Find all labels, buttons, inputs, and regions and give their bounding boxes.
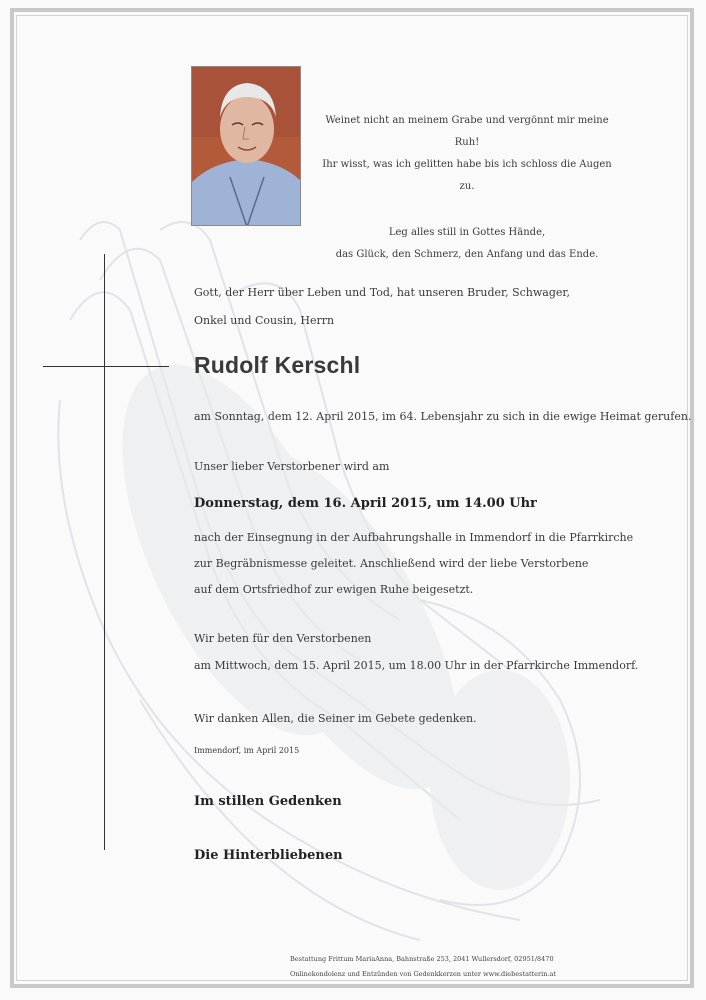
- thanks-line: Wir danken Allen, die Seiner im Gebete gedenken.: [194, 712, 477, 725]
- funeral-intro: Unser lieber Verstorbener wird am: [194, 460, 390, 473]
- footer-online-condolence: Onlinekondolenz und Entzünden von Gedenkkerzen unter www.diebestatterin.at: [290, 970, 556, 978]
- poem-line: Weinet nicht an meinem Grabe und vergönnt mir meine Ruh!: [325, 115, 609, 148]
- funeral-line-3: auf dem Ortsfriedhof zur ewigen Ruhe beigesetzt.: [194, 583, 474, 596]
- funeral-line-1: nach der Einsegnung in der Aufbahrungshalle in Immendorf in die Pfarrkirche: [194, 531, 634, 544]
- closing-in-memory: Im stillen Gedenken: [194, 794, 342, 809]
- closing-bereaved: Die Hinterbliebenen: [194, 848, 343, 863]
- intro-line-1: Gott, der Herr über Leben und Tod, hat unseren Bruder, Schwager,: [194, 286, 570, 299]
- funeral-date: Donnerstag, dem 16. April 2015, um 14.00 Uhr: [194, 496, 537, 511]
- cross-vertical-bar: [104, 254, 105, 850]
- funeral-line-2: zur Begräbnismesse geleitet. Anschließend wird der liebe Verstorbene: [194, 557, 589, 570]
- prayer-line-2: am Mittwoch, dem 15. April 2015, um 18.00 Uhr in der Pfarrkirche Immendorf.: [194, 659, 639, 672]
- poem-line: Ihr wisst, was ich gelitten habe bis ich schloss die Augen zu.: [322, 159, 612, 192]
- poem: [322, 110, 612, 266]
- death-notice: am Sonntag, dem 12. April 2015, im 64. Lebensjahr zu sich in die ewige Heimat gerufen.: [194, 410, 692, 423]
- cross-horizontal-bar: [43, 366, 169, 367]
- footer-undertaker: Bestattung Frittum MariaAnna, Bahnstraße 253, 2041 Wullersdorf, 02951/8470: [290, 955, 554, 963]
- place-date: Immendorf, im April 2015: [194, 746, 300, 755]
- praying-hands-watermark: [40, 200, 640, 960]
- intro-line-2: Onkel und Cousin, Herrn: [194, 314, 335, 327]
- poem-line: Leg alles still in Gottes Hände,: [388, 227, 546, 238]
- deceased-portrait-photo: [191, 66, 301, 226]
- deceased-name: Rudolf Kerschl: [194, 352, 361, 378]
- poem-line: das Glück, den Schmerz, den Anfang und das Ende.: [335, 249, 599, 260]
- prayer-line-1: Wir beten für den Verstorbenen: [194, 632, 372, 645]
